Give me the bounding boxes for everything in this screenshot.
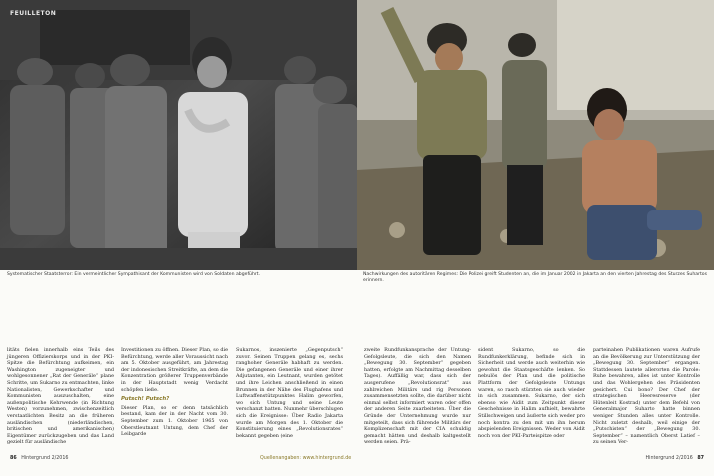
text-column-2 <box>121 347 228 438</box>
text-column-3 <box>236 347 343 439</box>
page-number-left: 86 <box>10 456 17 461</box>
section-label: FEUILLETON <box>10 10 57 17</box>
footer-sources-link[interactable]: Quellenangaben: www.hintergrund.de <box>260 456 352 461</box>
photo-police-students <box>357 0 714 270</box>
body-paragraph: Dieser Plan, so er denn tatsächlich bestand, kam der in der Nacht vom 30. September zum 1. Oktober 1965 von Oberstleutnant Untung, dem Chef der Leibgarde <box>121 404 228 438</box>
text-column-4 <box>364 347 471 446</box>
text-column-1 <box>7 347 114 446</box>
footer-left <box>7 456 68 461</box>
body-paragraph: Sukarnos, inszenierte „Gegenputsch“ zuvor. Seinen Truppen gelang es, sechs ranghoher Generäle habhaft zu werden. Die gefangenen Generäle und einer ihrer Adjutanten, ein Leutnant, wurden getötet und ihre Leichen anschließend in einen Brunnen in der Nähe des Flughafens und Luftwaffenstützpunktes Halim geworfen, wo sich Untung und seine Leute verschanzt hatten. Nunmehr überschlugen sich die Ereignisse: Über Radio Jakarta wurde am Morgen des 1. Oktober die Konstituierung eines „Revolutionsrates“ bekannt gegeben (eine <box>236 347 343 439</box>
photo-caption-left: Systematischer Staatsterror: Ein vermeintlicher Sympathisant der Kommunisten wird von Soldaten abgeführt. <box>7 272 261 277</box>
body-paragraph: sident Sukarno, so die Rundfunkerklärung, befinde sich in Sicherheit und werde auch weiterhin wie gewohnt die Staatsgeschäfte lenken. So nebulös der Plan und die politische Plattform der Gefolgsleute Untungs waren, so rasch stürzten sie auch wieder in sich zusammen. Sukarno, der sich ebenso wie Aidit zum Zeitpunkt dieser Geschehnisse in Halim aufhielt, bewahrte Stillschweigen und äußerte sich weder pro noch kontra zu den mit um ihn herum abspielenden Ereignissen. Weder von Aidit noch von der PKI-Parteispitze oder <box>478 347 585 439</box>
body-paragraph: Investitionen zu öffnen. Dieser Plan, so die Befürchtung, werde aller Voraussicht nach am 5. Oktober ausgeführt, am Jahrestag der indonesischen Streitkräfte, an dem die Konzentration größerer Truppenverbände in der Hauptstadt wenig Verdacht schöpfen ließe. <box>121 347 228 393</box>
bw-photo-illustration <box>0 0 357 270</box>
text-column-6 <box>593 347 700 446</box>
color-photo-illustration <box>357 0 714 270</box>
photo-caption-right: Nachwirkungen des autoritären Regimes: Die Polizei greift Studenten an, die im Januar 2002 in Jakarta an den vierten Jahrestag des Sturzes Suhartos erinnern. <box>363 272 707 283</box>
body-paragraph: parteinahen Publikationen waren Aufrufe an die Bevölkerung zur Unterstützung der „Bewegung 30. September“ ergangen. Stattdessen lautete allerorten die Parole: Ruhe bewahren, alles ist unter Kontrolle und das Wohlergehen des Präsidenten gesichert. Cui bono? Der Chef der strategischen Heeresreserve (der Hütenleit Kostrad) unter dem Befehl von Generalmajor Suharto hatte binnen weniger Stunden alles unter Kontrolle. Nicht zuletzt deshalb, weil einige der „Putschisten“ der „Bewegung 30. September“ – namentlich Oberst Latief – zu seinen Ver- <box>593 347 700 446</box>
publication-name-right: Hintergrund 2/2016 <box>645 456 693 461</box>
body-paragraph: zweite Rundfunkansprache der Untung-Gefolgsleute, die sich den Namen „Bewegung 30. September“ gegeben hatten, erfolgte am Nachmittag desselben Tages). Auffällig war, dass sich der ausgerufene „Revolutionsrat“ aus zahlreichen Militärs und rig Personen zusammensetzten sollte, die darüber nicht einmal selbst informiert waren oder offen der anderen Seite zuarbeiteten. Über die Gründe der Unternehmung wurde nur mitgeteilt, dass sich führende Militärs der Komplizenschaft mit der CIA schuldig gemacht hätten und deshalb kaltgestellt werden seien. Prä- <box>364 347 471 446</box>
footer-right <box>646 456 707 461</box>
publication-name-left: Hintergrund 2/2016 <box>21 456 69 461</box>
subheading: Putsch! Putsch? <box>121 396 170 403</box>
body-paragraph: litäts fielen innerhalb eins Teils des jüngeren Offizierskorps und in der PKI-Spitze die Befürchtung aufkeimen, ein Washington zugeneigter und wohlgesonnener „Rat der Generäle“ plane Schritte, um Sukarno zu entmachten, linke Nationalisten, Gewerkschafter und Kommunisten auszuschalten, eine außenpolitische Kehrwende (in Richtung Westen) vorzunehmen, zwischenzeitlich verstaatlichten Besitz an die früheren ausländischen (niederländischen, britischen und amerikanischen) Eigentümer zurückzugeben und das Land gezielt für ausländische <box>7 347 114 446</box>
page-number-right: 87 <box>697 456 704 461</box>
photo-soldiers-arrest <box>0 0 357 270</box>
text-column-5 <box>478 347 585 439</box>
